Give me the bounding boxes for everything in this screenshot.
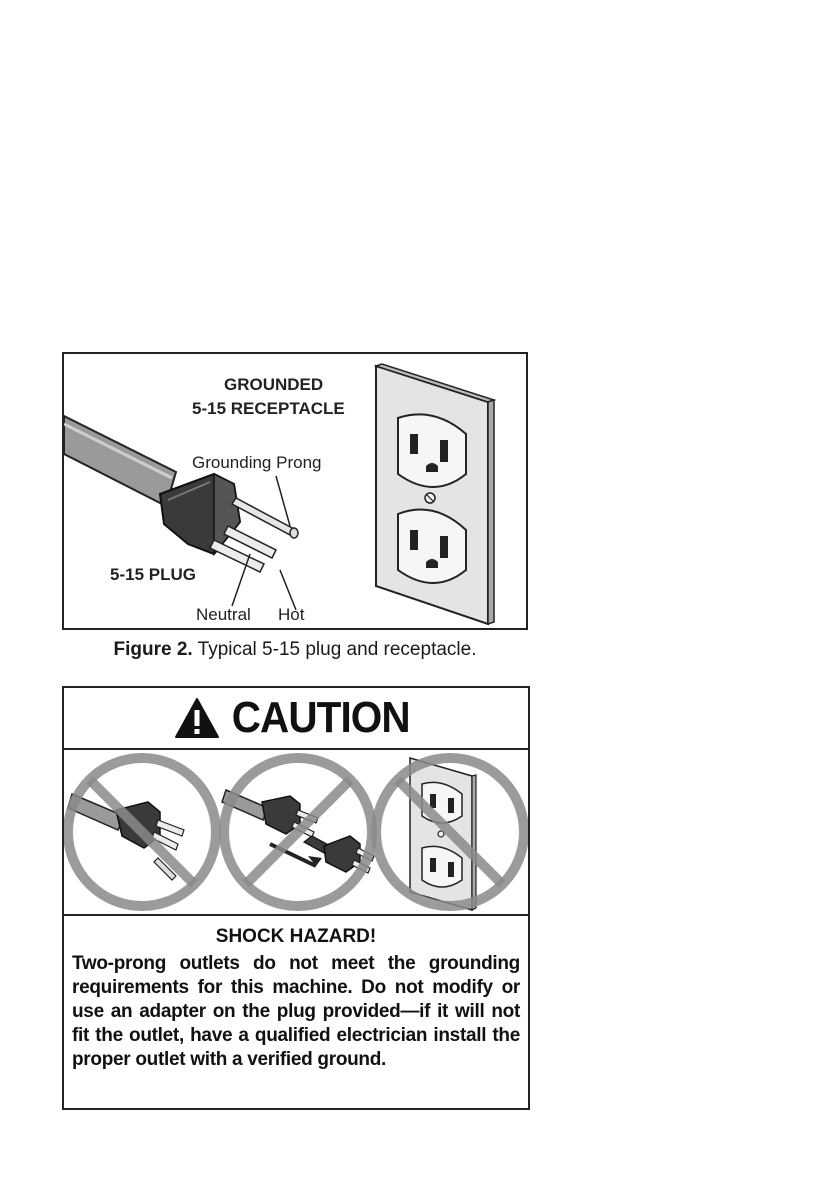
- lower-outlet-slot-left: [410, 530, 418, 550]
- power-cord: [64, 416, 176, 506]
- upper-outlet-slot-left: [410, 434, 418, 454]
- label-hot: Hot: [278, 605, 305, 624]
- no-adapter-icon: [222, 758, 374, 906]
- upper-outlet-slot-right: [440, 440, 448, 462]
- prohibited-actions-drawing: [64, 750, 528, 914]
- label-5-15-receptacle: 5-15 RECEPTACLE: [192, 399, 345, 418]
- caution-header: [64, 688, 528, 750]
- hazard-title: SHOCK HAZARD!: [215, 926, 377, 947]
- caution-text: [72, 926, 520, 1072]
- label-grounding-prong: Grounding Prong: [192, 453, 322, 472]
- hazard-body: Two-prong outlets do not meet the grounding requirements for this machine. Do not modify or use an adapter on the plug provided—if it will not fit the outlet, have a qualified electrician install the proper outlet with a verified ground.: [72, 953, 520, 1070]
- caution-box: [62, 686, 530, 1110]
- warning-triangle-icon: [174, 697, 220, 739]
- grounding-prong-leader: [276, 476, 290, 526]
- grounding-prong-tip: [290, 528, 298, 538]
- lower-outlet: [398, 510, 466, 583]
- caption-text: Typical 5-15 plug and receptacle.: [192, 639, 477, 660]
- wall-plate-side-edge: [488, 400, 494, 624]
- prohibited-actions-panel: [64, 750, 528, 916]
- figure-caption: [62, 640, 528, 659]
- plug-receptacle-drawing: [64, 354, 528, 630]
- label-neutral: Neutral: [196, 605, 251, 624]
- caption-number: Figure 2.: [113, 639, 193, 660]
- upper-outlet: [398, 414, 466, 487]
- label-grounded: GROUNDED: [224, 375, 324, 394]
- figure-2-illustration: [62, 352, 528, 630]
- hot-leader: [280, 570, 296, 610]
- no-two-prong-outlet-icon: [376, 758, 524, 910]
- caution-title: CAUTION: [232, 693, 410, 742]
- lower-outlet-slot-right: [440, 536, 448, 558]
- no-removing-ground-prong-icon: [68, 758, 216, 906]
- label-5-15-plug: 5-15 PLUG: [110, 565, 196, 584]
- grounding-prong-shape: [232, 498, 296, 536]
